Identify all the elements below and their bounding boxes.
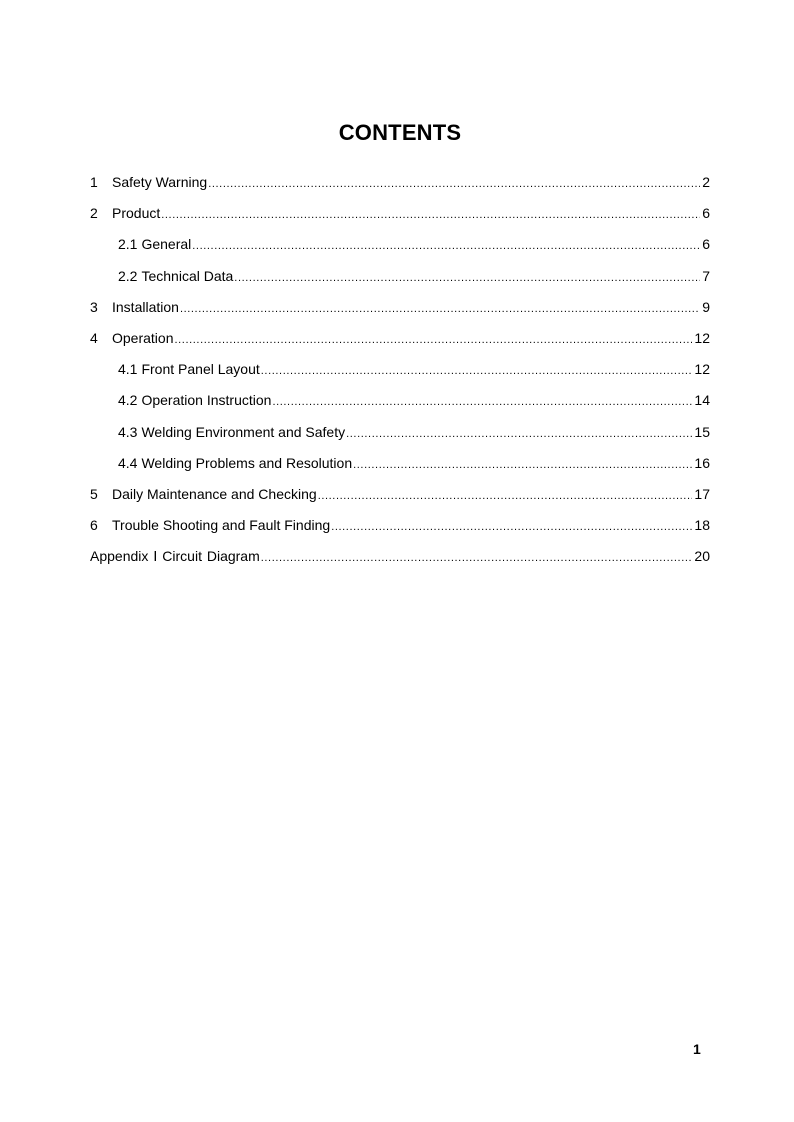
toc-entry-page: 9 xyxy=(702,298,710,315)
toc-entry-operation-instruction[interactable] xyxy=(90,389,710,420)
toc-entry-trouble-shooting[interactable] xyxy=(90,514,710,545)
toc-entry-number: 5 xyxy=(90,485,98,502)
toc-entry-number: 4.4 xyxy=(118,454,138,471)
toc-entry-page: 2 xyxy=(702,174,710,190)
toc-entry-page: 12 xyxy=(694,361,710,378)
toc-entry-page: 6 xyxy=(702,236,710,253)
toc-entry-title: Trouble Shooting and Fault Finding xyxy=(112,517,331,534)
toc-entry-title: Daily Maintenance and Checking xyxy=(112,485,317,502)
toc-entry-daily-maintenance[interactable] xyxy=(90,483,710,514)
toc-entry-number: 4 xyxy=(90,329,98,346)
dot-leader xyxy=(318,485,693,507)
toc-entry-title: Safety Warning xyxy=(112,174,208,190)
toc-entry-title: Welding Environment and Safety xyxy=(141,423,346,440)
toc-entry-front-panel-layout[interactable] xyxy=(90,358,710,389)
dot-leader xyxy=(208,173,700,195)
toc-entry-general[interactable] xyxy=(90,233,710,264)
toc-entry-title: Front Panel Layout xyxy=(141,361,260,378)
toc-entry-page: 6 xyxy=(702,205,710,222)
toc-entry-installation[interactable] xyxy=(90,296,710,327)
table-of-contents xyxy=(90,171,710,576)
dot-leader xyxy=(331,516,692,538)
page-title: CONTENTS xyxy=(338,120,462,145)
toc-entry-title: General xyxy=(141,236,192,253)
toc-entry-operation[interactable] xyxy=(90,327,710,358)
toc-entry-title: Appendix Ⅰ Circuit Diagram xyxy=(90,548,260,565)
dot-leader xyxy=(161,204,700,226)
dot-leader xyxy=(234,267,700,289)
toc-entry-title: Product xyxy=(112,205,161,222)
dot-leader xyxy=(174,329,692,351)
dot-leader xyxy=(272,391,692,413)
page-number: 1 xyxy=(693,1041,701,1057)
toc-entry-page: 15 xyxy=(694,423,710,440)
toc-entry-page: 17 xyxy=(694,485,710,502)
dot-leader xyxy=(261,360,693,382)
toc-entry-page: 12 xyxy=(694,329,710,346)
toc-entry-number: 4.1 xyxy=(118,361,138,378)
toc-entry-number: 6 xyxy=(90,517,98,534)
toc-entry-title: Welding Problems and Resolution xyxy=(141,454,353,471)
toc-entry-page: 14 xyxy=(694,392,710,409)
dot-leader xyxy=(346,423,692,445)
toc-entry-technical-data[interactable] xyxy=(90,265,710,296)
toc-entry-number: 4.3 xyxy=(118,423,138,440)
toc-entry-number: 2.1 xyxy=(118,236,138,253)
dot-leader xyxy=(261,547,693,569)
toc-entry-number: 3 xyxy=(90,298,98,315)
toc-entry-welding-environment[interactable] xyxy=(90,421,710,452)
toc-entry-title: Operation Instruction xyxy=(141,392,272,409)
dot-leader xyxy=(180,298,700,320)
toc-entry-number: 2.2 xyxy=(118,267,138,284)
toc-entry-safety-warning[interactable] xyxy=(90,171,710,202)
dot-leader xyxy=(192,235,700,257)
toc-entry-number: 1 xyxy=(90,174,98,190)
dot-leader xyxy=(353,454,692,476)
toc-entry-number: 4.2 xyxy=(118,392,138,409)
toc-entry-title: Operation xyxy=(112,329,174,346)
toc-entry-product[interactable] xyxy=(90,202,710,233)
toc-entry-page: 20 xyxy=(694,548,710,565)
toc-entry-title: Installation xyxy=(112,298,179,315)
toc-entry-welding-problems[interactable] xyxy=(90,452,710,483)
toc-entry-number: 2 xyxy=(90,205,98,222)
toc-entry-page: 7 xyxy=(702,267,710,284)
toc-entry-page: 18 xyxy=(694,517,710,534)
toc-entry-page: 16 xyxy=(694,454,710,471)
toc-entry-title: Technical Data xyxy=(141,267,234,284)
toc-entry-appendix-circuit-diagram[interactable] xyxy=(90,545,710,576)
